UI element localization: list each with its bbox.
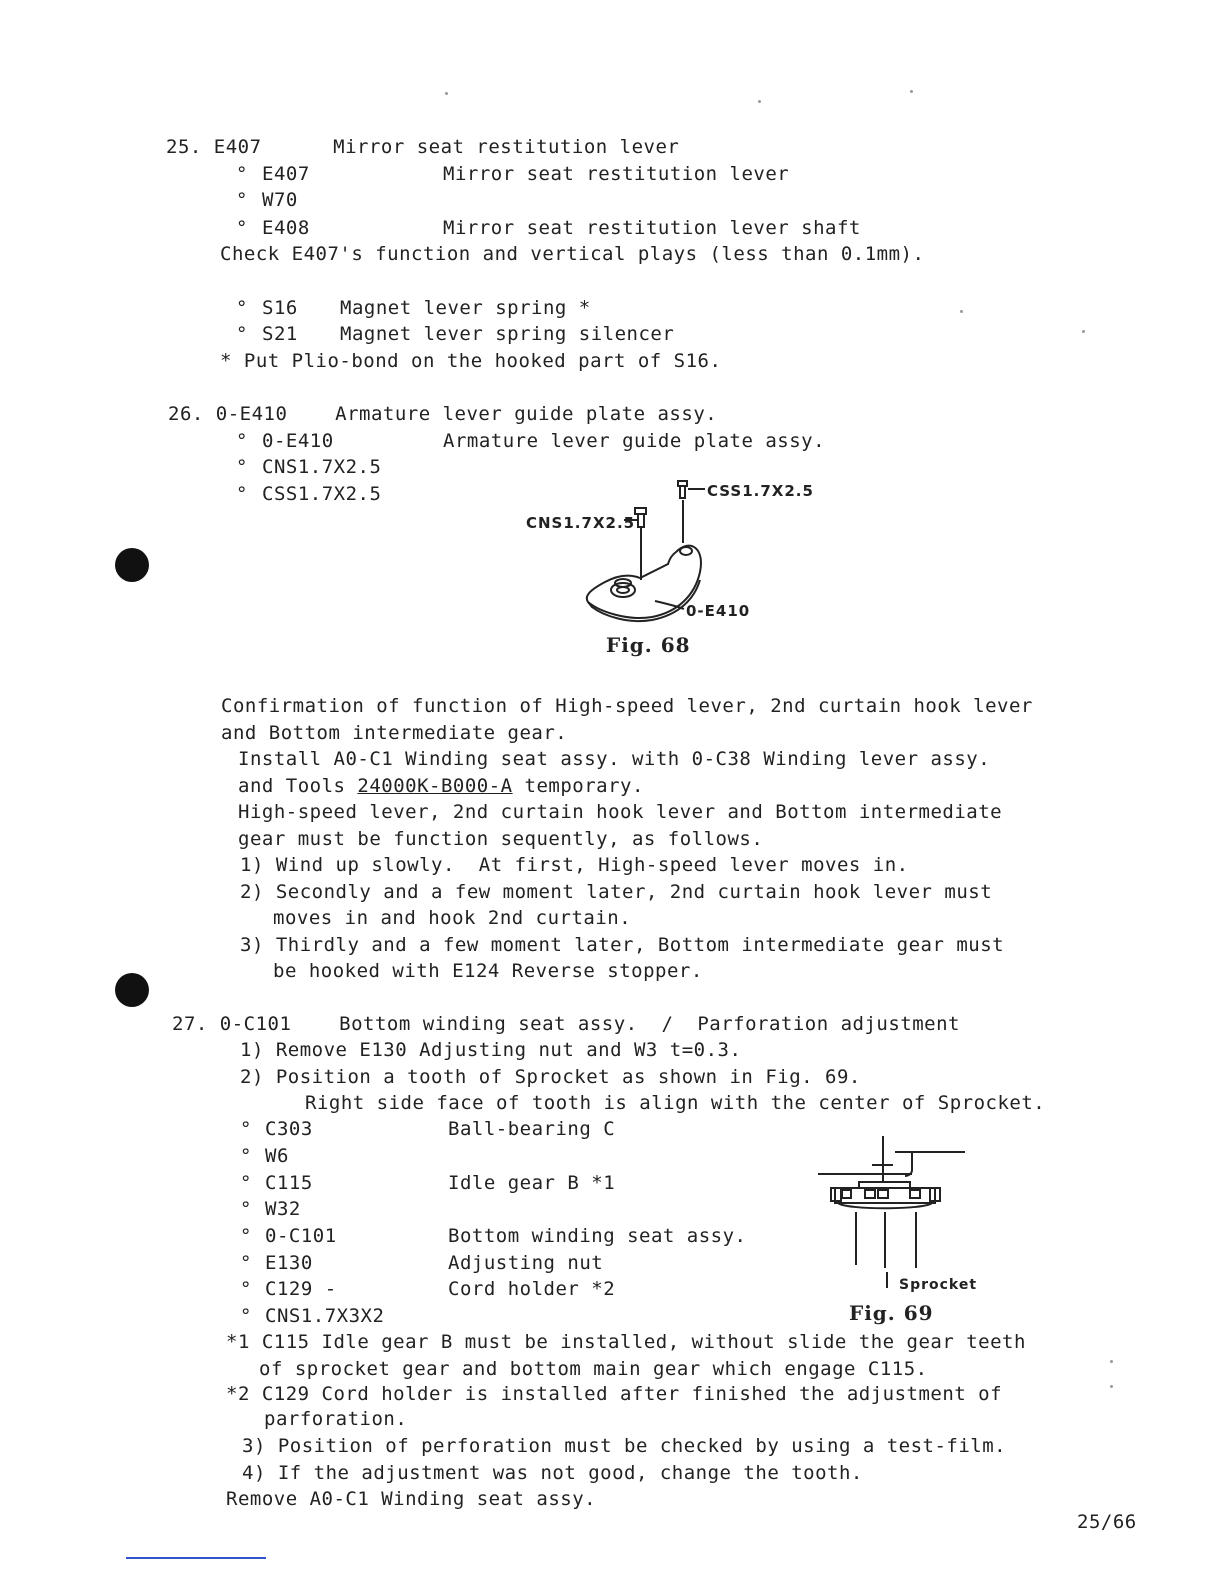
fig-68-label-cns: CNS1.7X2.5 (526, 514, 636, 532)
confirm-step-3b: be hooked with E124 Reverse stopper. (273, 960, 703, 982)
s27-part-code: E130 (265, 1252, 313, 1274)
s27-part-desc: Ball-bearing C (448, 1118, 616, 1140)
s27-note-2b: parforation. (264, 1408, 408, 1430)
s27-part-code: CNS1.7X3X2 (265, 1305, 385, 1327)
s25-bullet: ° (236, 297, 248, 319)
s27-step-2: 2) Position a tooth of Sprocket as shown in Fig. 69. (240, 1066, 861, 1088)
confirm-hs-2: gear must be function sequently, as follows. (238, 828, 764, 850)
s27-bullet: ° (240, 1172, 252, 1194)
s25-part-code: E408 (262, 217, 310, 239)
s27-bullet: ° (240, 1305, 252, 1327)
s27-part-code: W6 (265, 1145, 289, 1167)
scan-speck (758, 100, 761, 103)
s26-bullet: ° (236, 430, 248, 452)
s27-part-code: W32 (265, 1198, 301, 1220)
s25-bullet: ° (236, 323, 248, 345)
section-26-heading: 26. 0-E410 Armature lever guide plate assy. (168, 403, 718, 425)
confirm-install-a: Install A0-C1 Winding seat assy. with 0-C38 Winding lever assy. (238, 748, 991, 770)
s26-part-desc: Armature lever guide plate assy. (443, 430, 826, 452)
s27-remove: Remove A0-C1 Winding seat assy. (226, 1488, 597, 1510)
s25-part-desc: Magnet lever spring * (340, 297, 591, 319)
install-b-start: and Tools (238, 775, 358, 797)
install-b-end: temporary. (512, 775, 644, 797)
s25-bullet: ° (236, 189, 248, 211)
s25-part-code: W70 (262, 189, 298, 211)
confirm-step-3a: 3) Thirdly and a few moment later, Bottom intermediate gear must (240, 934, 1005, 956)
s26-bullet: ° (236, 483, 248, 505)
confirm-step-2a: 2) Secondly and a few moment later, 2nd curtain hook lever must (240, 881, 993, 903)
fig-68-label-css: CSS1.7X2.5 (707, 482, 814, 500)
s27-part-code: 0-C101 (265, 1225, 337, 1247)
scan-speck (1082, 330, 1085, 333)
s26-part-code: CNS1.7X2.5 (262, 456, 382, 478)
s27-part-desc: Bottom winding seat assy. (448, 1225, 747, 1247)
s27-part-code: C129 - (265, 1278, 337, 1300)
fig-68-label-part: 0-E410 (686, 602, 751, 620)
s27-note-2a: *2 C129 Cord holder is installed after finished the adjustment of (226, 1383, 1003, 1405)
scan-speck (1110, 1385, 1113, 1388)
s27-note-1a: *1 C115 Idle gear B must be installed, without slide the gear teeth (226, 1331, 1026, 1353)
s25-part-desc: Magnet lever spring silencer (340, 323, 675, 345)
confirm-hs-1: High-speed lever, 2nd curtain hook lever and Bottom intermediate (238, 801, 1003, 823)
s27-part-desc: Idle gear B *1 (448, 1172, 616, 1194)
s25-part-code: S16 (262, 297, 298, 319)
scan-speck (445, 92, 448, 95)
page-number: 25/66 (1077, 1511, 1137, 1533)
section-27-heading: 27. 0-C101 Bottom winding seat assy. / Parforation adjustment (172, 1013, 960, 1035)
s25-part-desc: Mirror seat restitution lever (443, 163, 790, 185)
confirm-step-1: 1) Wind up slowly. At first, High-speed lever moves in. (240, 854, 909, 876)
tool-code: 24000K-B000-A (357, 775, 513, 797)
confirm-install-b (238, 775, 644, 797)
s27-step-3: 3) Position of perforation must be checked by using a test-film. (242, 1435, 1007, 1457)
bottom-rule (126, 1557, 266, 1559)
s25-part-desc: Mirror seat restitution lever shaft (443, 217, 861, 239)
s27-part-code: C303 (265, 1118, 313, 1140)
s26-bullet: ° (236, 456, 248, 478)
s26-part-code: 0-E410 (262, 430, 334, 452)
fig-69-caption: Fig. 69 (849, 1301, 934, 1325)
s27-bullet: ° (240, 1225, 252, 1247)
s27-bullet: ° (240, 1118, 252, 1140)
punch-hole-top (115, 548, 149, 582)
scan-speck (1110, 1360, 1113, 1363)
s25-note: * Put Plio-bond on the hooked part of S16. (220, 350, 722, 372)
s25-part-code: E407 (262, 163, 310, 185)
fig-68-caption: Fig. 68 (606, 633, 691, 657)
s25-check: Check E407's function and vertical plays (less than 0.1mm). (220, 243, 925, 265)
s27-step-1: 1) Remove E130 Adjusting nut and W3 t=0.3. (240, 1039, 742, 1061)
s27-note-1b: of sprocket gear and bottom main gear which engage C115. (259, 1358, 928, 1380)
s27-bullet: ° (240, 1198, 252, 1220)
s25-part-code: S21 (262, 323, 298, 345)
s27-part-desc: Adjusting nut (448, 1252, 604, 1274)
section-25-heading: 25. E407 Mirror seat restitution lever (166, 136, 680, 158)
s27-bullet: ° (240, 1145, 252, 1167)
fig-69-label-sprocket: Sprocket (899, 1277, 978, 1293)
s27-part-desc: Cord holder *2 (448, 1278, 616, 1300)
s27-part-code: C115 (265, 1172, 313, 1194)
confirm-line-2: and Bottom intermediate gear. (221, 722, 568, 744)
s26-part-code: CSS1.7X2.5 (262, 483, 382, 505)
s25-bullet: ° (236, 163, 248, 185)
confirm-step-2b: moves in and hook 2nd curtain. (273, 907, 632, 929)
scan-speck (910, 90, 913, 93)
scan-speck (960, 310, 963, 313)
s27-bullet: ° (240, 1252, 252, 1274)
s27-step-4: 4) If the adjustment was not good, change the tooth. (242, 1462, 863, 1484)
confirm-line-1: Confirmation of function of High-speed lever, 2nd curtain hook lever (221, 695, 1033, 717)
punch-hole-bottom (115, 973, 149, 1007)
s27-bullet: ° (240, 1278, 252, 1300)
s27-step-2b: Right side face of tooth is align with the center of Sprocket. (305, 1092, 1046, 1114)
s25-bullet: ° (236, 217, 248, 239)
